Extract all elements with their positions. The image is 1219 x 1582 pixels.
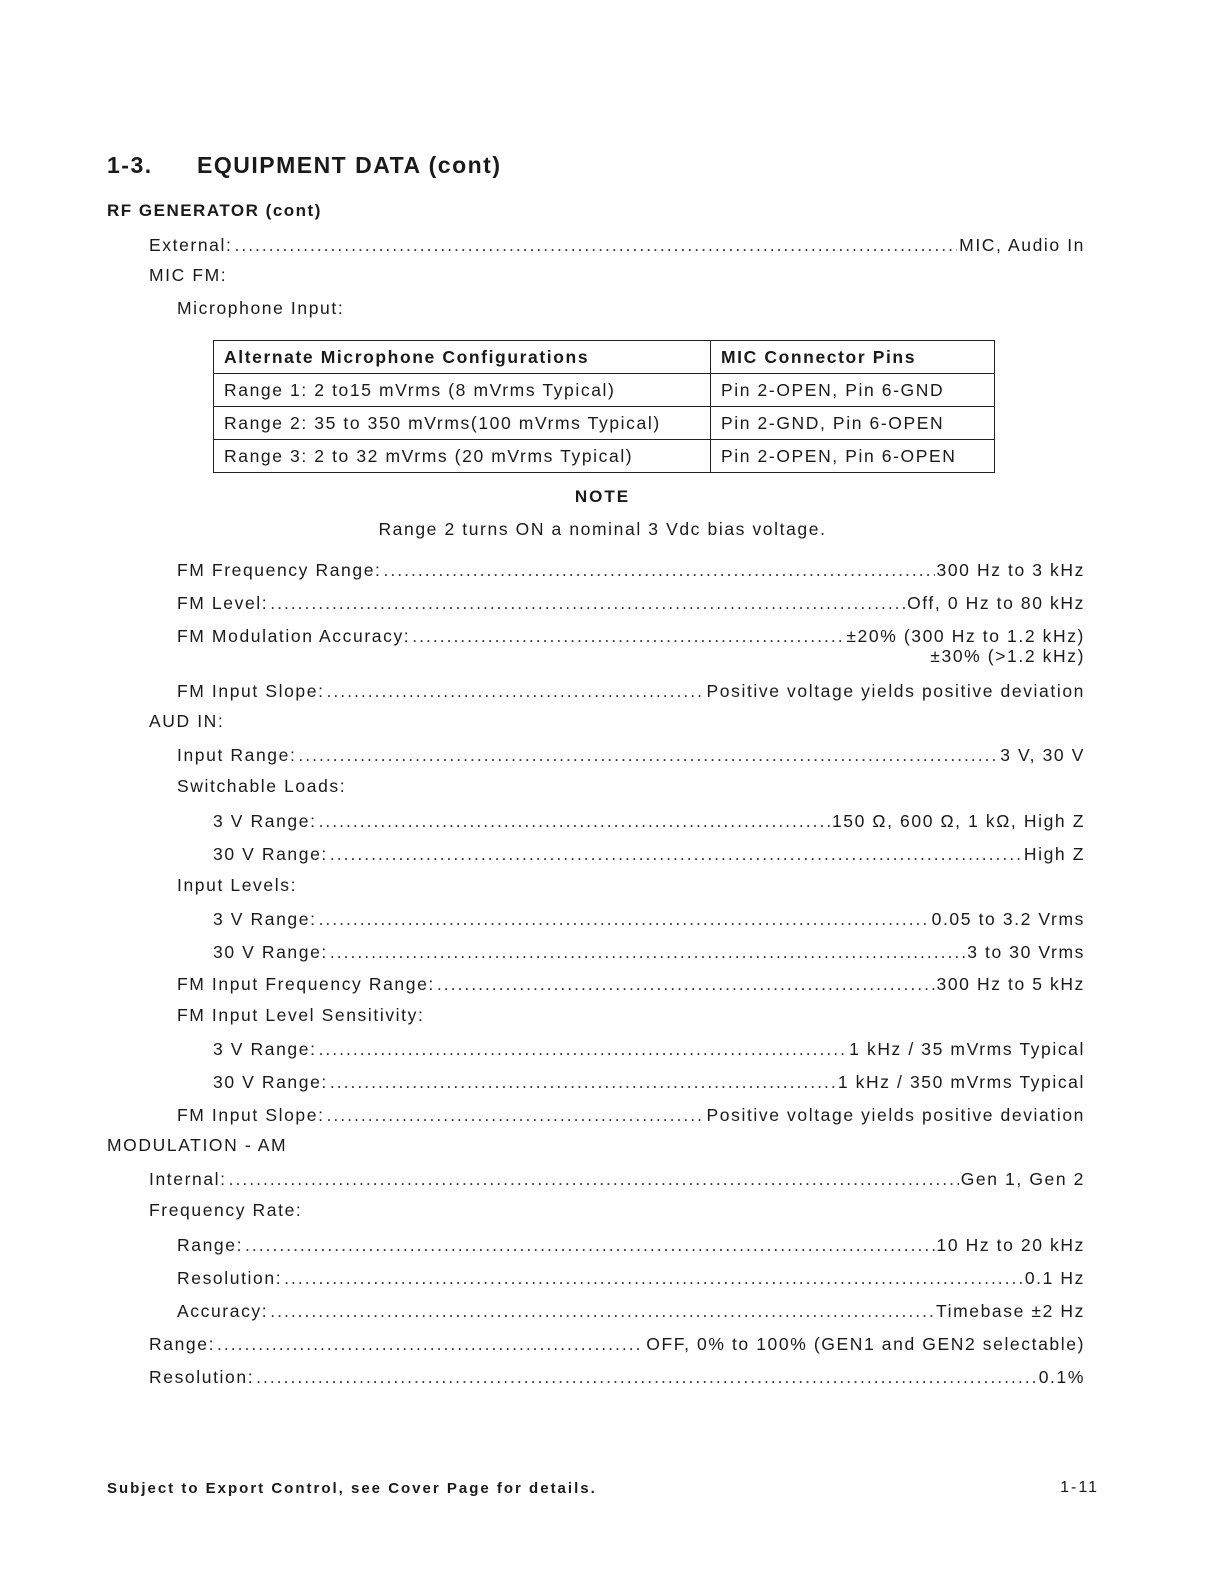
spec-value: 0.1 Hz bbox=[1024, 1268, 1085, 1288]
spec-value: 1 kHz / 35 mVrms Typical bbox=[849, 1039, 1085, 1059]
leader-dots bbox=[229, 1169, 959, 1190]
spec-value: 150 Ω, 600 Ω, 1 kΩ, High Z bbox=[831, 811, 1085, 831]
heading-microphone-input: Microphone Input: bbox=[177, 298, 345, 318]
spec-label: External: bbox=[149, 235, 233, 255]
leader-dots bbox=[245, 1235, 934, 1256]
spec-value: 300 Hz to 3 kHz bbox=[936, 560, 1085, 580]
spec-label: FM Modulation Accuracy: bbox=[177, 626, 411, 646]
spec-label: Accuracy: bbox=[177, 1301, 269, 1321]
table-row bbox=[214, 440, 995, 473]
table-cell: Pin 2-GND, Pin 6-OPEN bbox=[711, 407, 995, 440]
spec-label: 3 V Range: bbox=[213, 1039, 317, 1059]
note-title: NOTE bbox=[574, 487, 631, 506]
section-title bbox=[107, 152, 502, 179]
leader-dots bbox=[384, 560, 935, 581]
spec-value: 10 Hz to 20 kHz bbox=[936, 1235, 1085, 1255]
note-text: Range 2 turns ON a nominal 3 Vdc bias voltage. bbox=[378, 519, 827, 539]
table-cell: Range 2: 35 to 350 mVrms(100 mVrms Typical) bbox=[214, 407, 711, 440]
table-header-row bbox=[214, 341, 995, 374]
spec-label: Internal: bbox=[149, 1169, 227, 1189]
table-cell: Pin 2-OPEN, Pin 6-OPEN bbox=[711, 440, 995, 473]
spec-value-continuation: ±30% (>1.2 kHz) bbox=[930, 646, 1085, 666]
spec-fm-input-slope bbox=[177, 678, 1085, 702]
section-number: 1-3. bbox=[107, 152, 153, 178]
spec-label: Range: bbox=[149, 1334, 216, 1354]
table-header-config: Alternate Microphone Configurations bbox=[214, 341, 711, 374]
leader-dots bbox=[327, 681, 705, 702]
spec-value: 0.05 to 3.2 Vrms bbox=[931, 909, 1085, 929]
leader-dots bbox=[234, 235, 957, 256]
spec-input-range bbox=[177, 742, 1085, 766]
spec-label: 3 V Range: bbox=[213, 909, 317, 929]
page-number: 1-11 bbox=[1060, 1479, 1099, 1496]
spec-label: FM Level: bbox=[177, 593, 269, 613]
spec-value: ±20% (300 Hz to 1.2 kHz) bbox=[846, 626, 1085, 646]
spec-label: FM Frequency Range: bbox=[177, 560, 382, 580]
spec-label: Range: bbox=[177, 1235, 244, 1255]
mic-config-table bbox=[213, 340, 995, 473]
leader-dots bbox=[298, 745, 998, 766]
export-control-notice: Subject to Export Control, see Cover Page for details. bbox=[107, 1480, 597, 1497]
spec-value: MIC, Audio In bbox=[959, 235, 1085, 255]
section-title-text: EQUIPMENT DATA (cont) bbox=[197, 152, 502, 178]
spec-label: FM Input Frequency Range: bbox=[177, 974, 435, 994]
spec-fm-frequency-range bbox=[177, 557, 1085, 581]
leader-dots bbox=[327, 1105, 705, 1126]
leader-dots bbox=[270, 593, 905, 614]
leader-dots bbox=[270, 1301, 934, 1322]
spec-rate-accuracy bbox=[177, 1298, 1085, 1322]
spec-fm-modulation-accuracy bbox=[177, 623, 1085, 647]
spec-rate-range bbox=[177, 1232, 1085, 1256]
heading-frequency-rate: Frequency Rate: bbox=[149, 1200, 303, 1220]
spec-rate-resolution bbox=[177, 1265, 1085, 1289]
spec-value: Positive voltage yields positive deviation bbox=[706, 1105, 1085, 1125]
leader-dots bbox=[284, 1268, 1023, 1289]
leader-dots bbox=[217, 1334, 644, 1355]
spec-label: FM Input Slope: bbox=[177, 1105, 325, 1125]
leader-dots bbox=[319, 909, 930, 930]
spec-value: Gen 1, Gen 2 bbox=[960, 1169, 1085, 1189]
leader-dots bbox=[412, 626, 844, 647]
leader-dots bbox=[319, 811, 830, 832]
leader-dots bbox=[330, 1072, 836, 1093]
spec-aud-fm-input-slope bbox=[177, 1102, 1085, 1126]
spec-value: 3 V, 30 V bbox=[1000, 745, 1085, 765]
leader-dots bbox=[330, 942, 965, 963]
spec-fm-level bbox=[177, 590, 1085, 614]
spec-label: Input Range: bbox=[177, 745, 297, 765]
spec-am-resolution bbox=[149, 1364, 1085, 1388]
spec-value: High Z bbox=[1023, 844, 1085, 864]
leader-dots bbox=[256, 1367, 1037, 1388]
spec-sensitivity-30v bbox=[213, 1069, 1085, 1093]
heading-switchable-loads: Switchable Loads: bbox=[177, 776, 347, 796]
spec-label: 30 V Range: bbox=[213, 1072, 328, 1092]
spec-value: 300 Hz to 5 kHz bbox=[936, 974, 1085, 994]
table-row bbox=[214, 407, 995, 440]
spec-label: 30 V Range: bbox=[213, 942, 328, 962]
heading-fm-input-level-sensitivity: FM Input Level Sensitivity: bbox=[177, 1005, 425, 1025]
spec-value: Positive voltage yields positive deviation bbox=[706, 681, 1085, 701]
spec-label: Resolution: bbox=[149, 1367, 255, 1387]
table-cell: Pin 2-OPEN, Pin 6-GND bbox=[711, 374, 995, 407]
table-row bbox=[214, 374, 995, 407]
spec-levels-3v bbox=[213, 906, 1085, 930]
leader-dots bbox=[319, 1039, 848, 1060]
table-cell: Range 3: 2 to 32 mVrms (20 mVrms Typical) bbox=[214, 440, 711, 473]
spec-value: 3 to 30 Vrms bbox=[967, 942, 1085, 962]
spec-am-range bbox=[149, 1331, 1085, 1355]
heading-mic-fm: MIC FM: bbox=[149, 265, 228, 285]
spec-levels-30v bbox=[213, 939, 1085, 963]
spec-label: FM Input Slope: bbox=[177, 681, 325, 701]
spec-sensitivity-3v bbox=[213, 1036, 1085, 1060]
spec-loads-3v bbox=[213, 808, 1085, 832]
spec-loads-30v bbox=[213, 841, 1085, 865]
spec-value: 1 kHz / 350 mVrms Typical bbox=[837, 1072, 1085, 1092]
spec-value: OFF, 0% to 100% (GEN1 and GEN2 selectable) bbox=[646, 1334, 1085, 1354]
table-cell: Range 1: 2 to15 mVrms (8 mVrms Typical) bbox=[214, 374, 711, 407]
spec-external bbox=[149, 232, 1085, 256]
heading-modulation-am: MODULATION - AM bbox=[107, 1135, 288, 1155]
spec-label: Resolution: bbox=[177, 1268, 283, 1288]
leader-dots bbox=[330, 844, 1022, 865]
spec-label: 3 V Range: bbox=[213, 811, 317, 831]
spec-fm-input-frequency-range bbox=[177, 971, 1085, 995]
subsection-title: RF GENERATOR (cont) bbox=[107, 201, 322, 220]
leader-dots bbox=[437, 974, 935, 995]
heading-aud-in: AUD IN: bbox=[149, 711, 225, 731]
spec-internal bbox=[149, 1166, 1085, 1190]
spec-label: 30 V Range: bbox=[213, 844, 328, 864]
spec-value: Timebase ±2 Hz bbox=[935, 1301, 1085, 1321]
table-header-pins: MIC Connector Pins bbox=[711, 341, 995, 374]
spec-value: Off, 0 Hz to 80 kHz bbox=[907, 593, 1085, 613]
spec-value: 0.1% bbox=[1038, 1367, 1085, 1387]
heading-input-levels: Input Levels: bbox=[177, 875, 298, 895]
